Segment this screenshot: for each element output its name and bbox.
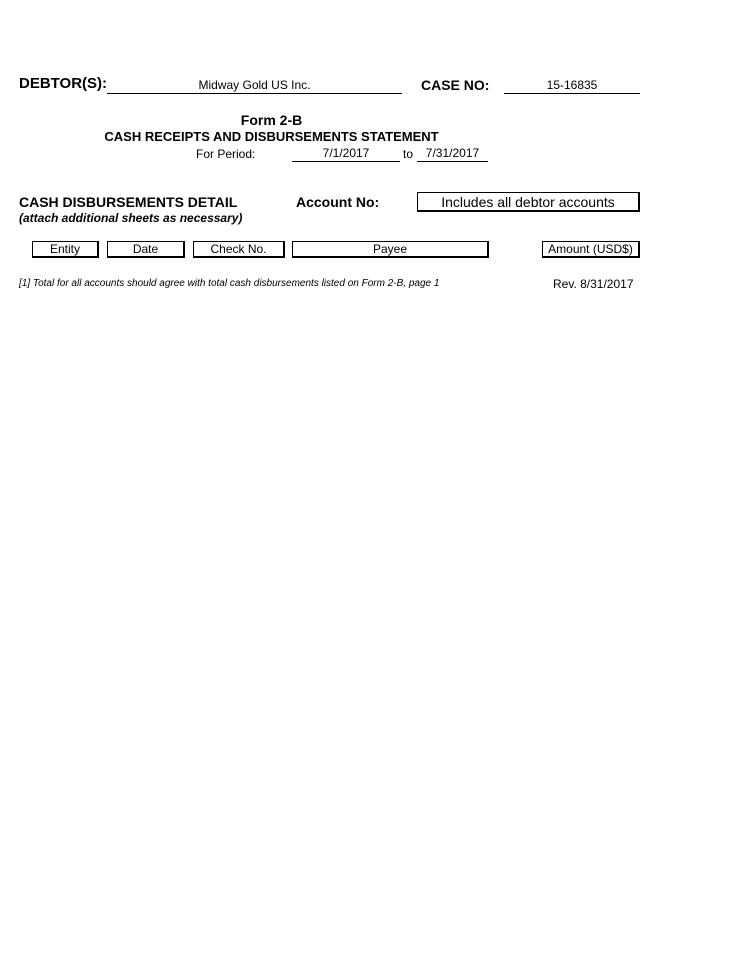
column-header-payee: Payee xyxy=(292,241,489,258)
form-subtitle: CASH RECEIPTS AND DISBURSEMENTS STATEMENT xyxy=(104,129,439,144)
section-note: (attach additional sheets as necessary) xyxy=(19,211,243,225)
footnote: [1] Total for all accounts should agree with total cash disbursements listed on Form 2-B, page 1 xyxy=(19,278,440,289)
period-start-field: 7/1/2017 xyxy=(292,146,400,162)
revision-date: Rev. 8/31/2017 xyxy=(553,277,634,291)
account-number-field: Includes all debtor accounts xyxy=(417,192,640,212)
period-end-field: 7/31/2017 xyxy=(417,146,488,162)
column-header-check-no: Check No. xyxy=(193,241,285,258)
period-to-label: to xyxy=(403,147,414,161)
section-title: CASH DISBURSEMENTS DETAIL xyxy=(19,194,238,210)
case-number-label: CASE NO: xyxy=(421,77,490,93)
form-title: Form 2-B xyxy=(240,112,303,128)
column-header-entity: Entity xyxy=(32,241,99,258)
account-number-label: Account No: xyxy=(296,194,380,210)
column-header-date: Date xyxy=(107,241,185,258)
debtor-label: DEBTOR(S): xyxy=(19,75,108,92)
case-number-field: 15-16835 xyxy=(504,77,640,94)
debtor-name-field: Midway Gold US Inc. xyxy=(107,77,402,94)
period-label: For Period: xyxy=(196,147,256,161)
column-header-amount: Amount (USD$) xyxy=(542,241,640,258)
